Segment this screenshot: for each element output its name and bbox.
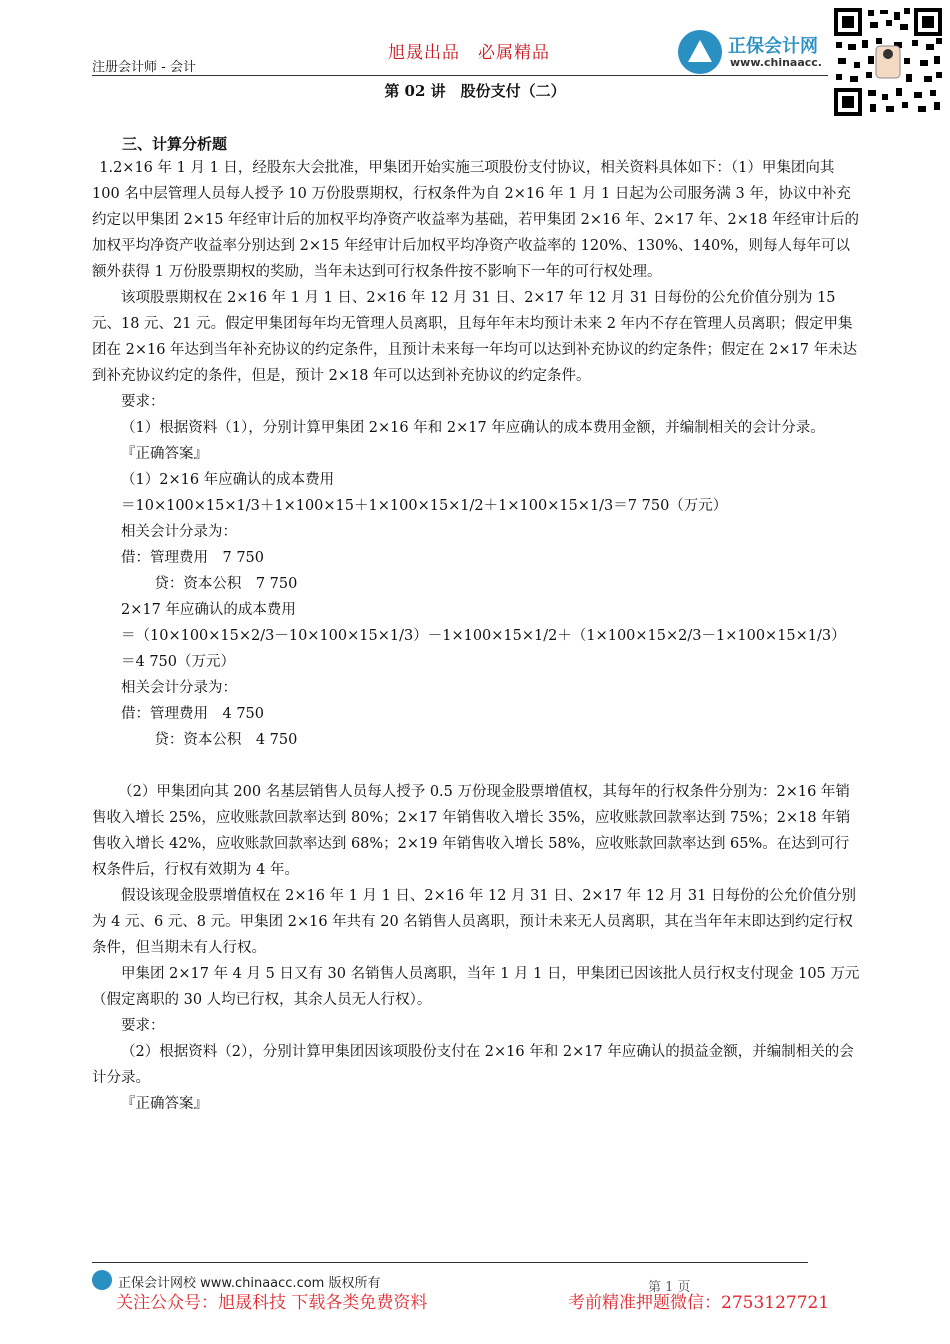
- answer-line-1: （1）2×16 年应确认的成本费用: [121, 472, 335, 488]
- answer-label: 『正确答案』: [121, 446, 208, 462]
- section-heading: 三、计算分析题: [122, 135, 228, 153]
- requirement-label: 要求：: [121, 394, 165, 410]
- paragraph-question-2: （2）甲集团向其 200 名基层销售人员每人授予 0.5 万份现金股票增值权，其每年的行权条件分别为：2×16 年销售收入增长 25%，应收账款回款率达到 80%；2×17 年销售收入增长 35%，应收账款回款率达到 75%；2×18 年销售收入增长 42%，应收账款回款率达到 68%；2×19 年销售收入增长 58%，应收账款回款率达到 65%。在达到可行权条件后，行权有效期为 4 年。: [92, 784, 851, 878]
- qr-code-icon: [832, 6, 944, 118]
- paragraph-question-1: 1.2×16 年 1 月 1 日，经股东大会批准，甲集团开始实施三项股份支付协议，相关资料具体如下：（1）甲集团向其 100 名中层管理人员每人授予 10 万份股票期权，行权条件为自 2×16 年 1 月 1 日起为公司服务满 3 年，协议中补充约定以甲集团 2×15 年经审计后的加权平均净资产收益率为基础，若甲集团 2×16 年、2×17 年、2×18 年经审计后的加权平均净资产收益率分别达到 2×15 年经审计后加权平均净资产收益率的 120%、130%、140%，则每人每年可以额外获得 1 万份股票期权的奖励，当年未达到可行权条件按不影响下一年的可行权处理。: [92, 160, 859, 280]
- answer-formula-1: ＝10×100×15×1/3＋1×100×15＋1×100×15×1/2＋1×100×15×1/3＝7 750（万元）: [121, 498, 728, 514]
- paragraph-sar-fair-value: 假设该现金股票增值权在 2×16 年 1 月 1 日、2×16 年 12 月 31 日、2×17 年 12 月 31 日每份的公允价值分别为 4 元、6 元、8 元。甲集团 2×16 年共有 20 名销售人员离职，预计未来无人员离职，其在当年年末即达到约定行权条件，但当期未有人行权。: [92, 888, 856, 956]
- requirement-1: （1）根据资料（1），分别计算甲集团 2×16 年和 2×17 年应确认的成本费用金额，并编制相关的会计分录。: [121, 420, 825, 436]
- watermark-wechat-contact: 考前精准押题微信：2753127721: [568, 1293, 830, 1313]
- document-body: [92, 155, 862, 1117]
- answer-result-2: ＝4 750（万元）: [121, 654, 236, 670]
- answer-formula-2: ＝（10×100×15×2/3－10×100×15×1/3）－1×100×15×1/2＋（1×100×15×2/3－1×100×15×1/3）: [121, 628, 846, 644]
- logo-circle-icon: [678, 30, 722, 74]
- header-course-label: 注册会计师 - 会计: [92, 60, 196, 75]
- logo-name: 正保会计网: [728, 36, 818, 57]
- answer-label-2: 『正确答案』: [121, 1096, 208, 1112]
- debit-entry-2: 借：管理费用 4 750: [121, 706, 265, 722]
- header-rule: [92, 75, 828, 76]
- footer-logo-icon: [92, 1270, 112, 1290]
- requirement-2: （2）根据资料（2），分别计算甲集团因该项股份支付在 2×16 年和 2×17 年应确认的损益金额，并编制相关的会计分录。: [92, 1044, 854, 1086]
- page-title: 第 02 讲 股份支付（二）: [384, 82, 566, 100]
- logo-url: www.chinaacc.: [730, 56, 822, 69]
- credit-entry-2: 贷：资本公积 4 750: [154, 732, 298, 748]
- entry-label-2: 相关会计分录为：: [121, 680, 237, 696]
- entry-label-1: 相关会计分录为：: [121, 524, 237, 540]
- paragraph-2x17-departures: 甲集团 2×17 年 4 月 5 日又有 30 名销售人员离职，当年 1 月 1 日，甲集团已因该批人员行权支付现金 105 万元（假定离职的 30 人均已行权，其余人员无人行权）。: [92, 966, 860, 1008]
- page-number: 第 1 页: [648, 1280, 691, 1295]
- watermark-wechat-account: 关注公众号：旭晟科技 下载各类免费资料: [116, 1293, 428, 1313]
- footer-rule: [92, 1262, 808, 1263]
- footer-copyright: 正保会计网校 www.chinaacc.com 版权所有: [118, 1276, 381, 1291]
- header-slogan: 旭晟出品 必属精品: [388, 43, 550, 63]
- credit-entry-1: 贷：资本公积 7 750: [154, 576, 298, 592]
- requirement-label-2: 要求：: [121, 1018, 165, 1034]
- debit-entry-1: 借：管理费用 7 750: [121, 550, 265, 566]
- answer-line-2: 2×17 年应确认的成本费用: [121, 602, 296, 618]
- paragraph-fair-value: 该项股票期权在 2×16 年 1 月 1 日、2×16 年 12 月 31 日、2×17 年 12 月 31 日每份的公允价值分别为 15 元、18 元、21 元。假定甲集团每年均无管理人员离职，且每年年末均预计未来 2 年内不存在管理人员离职；假定甲集团在 2×16 年达到当年补充协议的约定条件，且预计未来每一年均可以达到补充协议的约定条件；假定在 2×17 年未达到补充协议约定的条件，但是，预计 2×18 年可以达到补充协议的约定条件。: [92, 290, 858, 384]
- chinaacc-logo[interactable]: [678, 30, 828, 74]
